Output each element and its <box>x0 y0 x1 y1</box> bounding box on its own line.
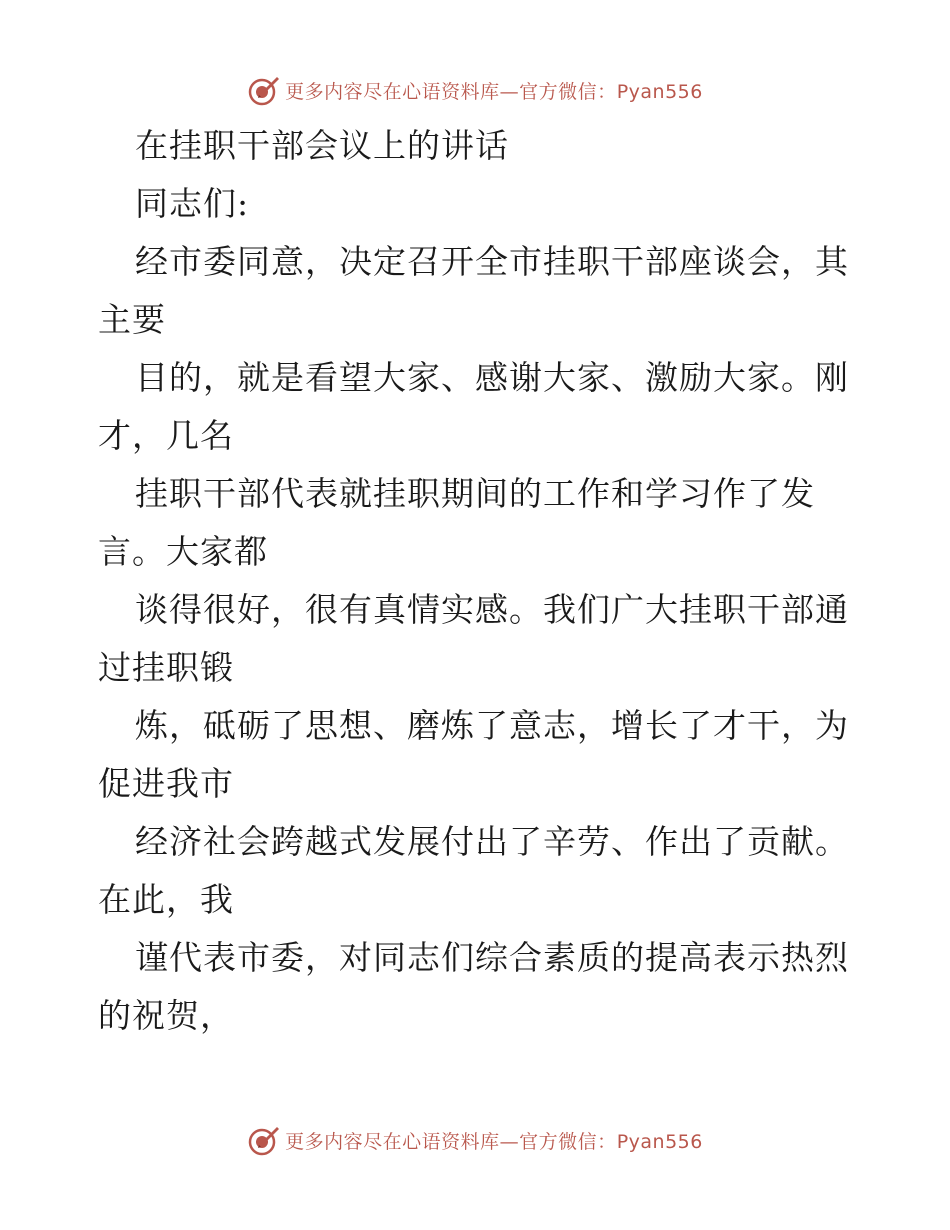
banner-colon: ： <box>597 80 617 103</box>
banner-wechat-label: 官方微信 <box>519 1130 598 1153</box>
banner-wechat-id: Pyan556 <box>616 1130 703 1153</box>
text-line: 言。大家都 <box>98 532 268 571</box>
banner-text <box>285 77 703 104</box>
text-line: 谨代表市委，对同志们综合素质的提高表示热烈 <box>135 938 849 977</box>
text-line: 经济社会跨越式发展付出了辛劳、作出了贡献。 <box>135 822 849 861</box>
text-line: 促进我市 <box>98 764 234 803</box>
footer-banner <box>0 1120 950 1160</box>
banner-main: 更多内容尽在心语资料库 <box>285 1130 500 1153</box>
text-line: 过挂职锻 <box>98 648 234 687</box>
text-line: 才，几名 <box>98 416 234 455</box>
document-title: 在挂职干部会议上的讲话 <box>135 126 509 165</box>
text-line: 在此，我 <box>98 880 234 919</box>
banner-separator: — <box>499 1130 520 1153</box>
text-line: 谈得很好，很有真情实感。我们广大挂职干部通 <box>135 590 849 629</box>
banner-wechat-label: 官方微信 <box>519 80 598 103</box>
text-line: 炼，砥砺了思想、磨炼了意志，增长了才干，为 <box>135 706 849 745</box>
pen-logo-icon <box>247 73 281 107</box>
banner-colon: ： <box>597 1130 617 1153</box>
banner-separator: — <box>499 80 520 103</box>
banner-text <box>285 1127 703 1154</box>
text-line: 经市委同意，决定召开全市挂职干部座谈会，其 <box>135 242 849 281</box>
salutation: 同志们: <box>135 184 250 223</box>
header-banner <box>0 70 950 110</box>
text-line: 挂职干部代表就挂职期间的工作和学习作了发 <box>135 474 815 513</box>
banner-main: 更多内容尽在心语资料库 <box>285 80 500 103</box>
text-line: 目的，就是看望大家、感谢大家、激励大家。刚 <box>135 358 849 397</box>
banner-wechat-id: Pyan556 <box>616 80 703 103</box>
pen-logo-icon <box>247 1123 281 1157</box>
text-line: 主要 <box>98 300 166 339</box>
text-line: 的祝贺， <box>98 996 234 1035</box>
